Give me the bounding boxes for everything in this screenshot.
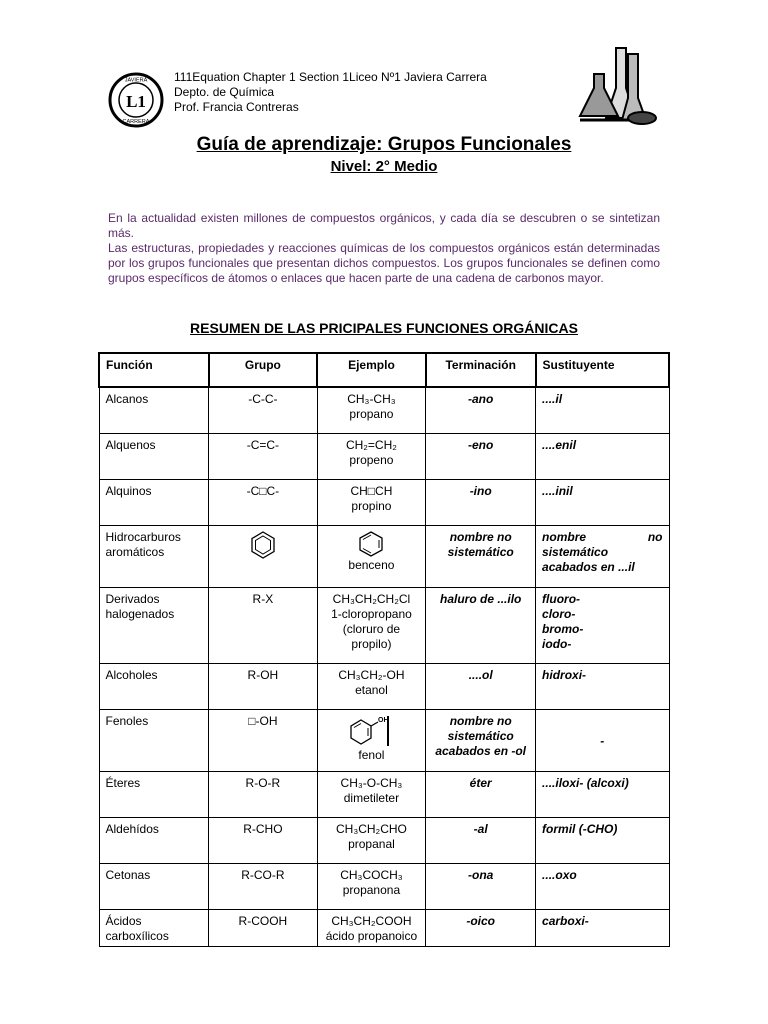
cell-terminacion: -al xyxy=(426,817,536,863)
table-row xyxy=(99,709,669,771)
cell-funcion: Alcanos xyxy=(99,387,209,433)
cell-funcion: Aldehídos xyxy=(99,817,209,863)
intro-text xyxy=(108,211,660,286)
cell-grupo: -C□C- xyxy=(209,479,317,525)
header-line-3: Prof. Francia Contreras xyxy=(174,100,299,114)
cell-sustituyente: nombre no sistemático acabados en ...il xyxy=(536,525,669,587)
cell-terminacion: -ano xyxy=(426,387,536,433)
cell-funcion: Derivados halogenados xyxy=(99,587,209,663)
cell-ejemplo xyxy=(317,709,426,771)
benzene-ring-icon xyxy=(358,530,384,558)
header-terminacion: Terminación xyxy=(426,353,536,387)
cell-ejemplo xyxy=(317,771,426,817)
cell-grupo: R-CHO xyxy=(209,817,317,863)
cell-sustituyente: ....iloxi- (alcoxi) xyxy=(536,771,669,817)
cell-sustituyente: formil (-CHO) xyxy=(536,817,669,863)
ejemplo-formula: CH₃-CH₃ xyxy=(347,392,396,406)
intro-paragraph-2: Las estructuras, propiedades y reacciones químicas de los compuestos orgánicos están determinadas por los grupos funcionales que presentan dichos compuestos. Los grupos funcionales se definen como grupos específicos de átomos o enlaces que hacen parte de una cadena de carbonos mayor. xyxy=(108,241,660,285)
functions-table xyxy=(98,352,670,947)
ejemplo-formula: CH₃CH₂CHO xyxy=(336,821,407,836)
ejemplo-name: fenol xyxy=(358,747,385,762)
logo-center-text: L1 xyxy=(126,92,146,111)
ejemplo-name: 1-cloropropano (cloruro de propilo) xyxy=(331,606,412,651)
phenol-oh-label: OH xyxy=(378,716,389,724)
table-row xyxy=(99,663,669,709)
cell-terminacion: nombre no sistemático acabados en -ol xyxy=(426,709,536,771)
cell-ejemplo xyxy=(317,663,426,709)
ejemplo-formula: CH□CH xyxy=(350,483,393,498)
cell-ejemplo xyxy=(317,587,426,663)
cell-grupo: R-O-R xyxy=(209,771,317,817)
cell-grupo: R-OH xyxy=(209,663,317,709)
header-ejemplo: Ejemplo xyxy=(317,353,426,387)
cell-funcion: Ácidos carboxílicos xyxy=(99,909,209,946)
logo-bottom-text: CARRERA xyxy=(122,119,150,125)
benzene-ring-icon xyxy=(250,530,276,560)
cell-funcion: Fenoles xyxy=(99,709,209,771)
cell-terminacion: -oico xyxy=(426,909,536,946)
cell-sustituyente: ....oxo xyxy=(536,863,669,909)
cell-terminacion: éter xyxy=(426,771,536,817)
ejemplo-formula: CH₃CH₂-OH xyxy=(338,667,405,682)
cell-sustituyente: hidroxi- xyxy=(536,663,669,709)
cell-grupo xyxy=(209,525,317,587)
cell-ejemplo xyxy=(317,525,426,587)
cell-sustituyente: fluoro- cloro- bromo- iodo- xyxy=(536,587,669,663)
phenol-ring-icon xyxy=(341,714,401,748)
cell-ejemplo xyxy=(317,479,426,525)
header-grupo: Grupo xyxy=(209,353,317,387)
ejemplo-name: dimetileter xyxy=(343,790,400,805)
page-title: Guía de aprendizaje: Grupos Funcionales xyxy=(196,134,572,155)
cell-sustituyente: carboxi- xyxy=(536,909,669,946)
cell-grupo: □-OH xyxy=(209,709,317,771)
ejemplo-name: propano xyxy=(349,407,394,421)
cell-terminacion: nombre no sistemático xyxy=(426,525,536,587)
cell-sustituyente: ....inil xyxy=(536,479,669,525)
table-header-row xyxy=(99,353,669,387)
cell-funcion: Alquenos xyxy=(99,433,209,479)
table-row xyxy=(99,863,669,909)
cell-sustituyente: ....enil xyxy=(536,433,669,479)
header-sustituyente: Sustituyente xyxy=(536,353,669,387)
logo-top-text: JAVIERA xyxy=(124,77,148,84)
ejemplo-formula: CH₃-O-CH₃ xyxy=(340,775,403,790)
cell-grupo: R-CO-R xyxy=(209,863,317,909)
cell-funcion: Hidrocarburos aromáticos xyxy=(99,525,209,587)
lab-flasks-icon xyxy=(572,44,662,126)
ejemplo-formula: CH₂=CH₂ xyxy=(345,437,397,452)
table-row xyxy=(99,587,669,663)
header-funcion: Función xyxy=(99,353,209,387)
page-subtitle: Nivel: 2° Medio xyxy=(330,158,438,175)
ejemplo-name: propanona xyxy=(342,882,401,897)
cell-funcion: Alquinos xyxy=(99,479,209,525)
ejemplo-formula: CH₃CH₂COOH xyxy=(331,913,412,928)
header-text xyxy=(174,70,487,115)
cell-terminacion: ....ol xyxy=(426,663,536,709)
cell-grupo: R-COOH xyxy=(209,909,317,946)
section-title: RESUMEN DE LAS PRICIPALES FUNCIONES ORGÁNICAS xyxy=(190,320,578,336)
cell-sustituyente: - xyxy=(536,709,669,771)
table-row xyxy=(99,433,669,479)
ejemplo-name: ácido propanoico xyxy=(325,928,418,943)
school-logo xyxy=(108,72,164,128)
ejemplo-name: benceno xyxy=(348,557,395,572)
ejemplo-formula: CH₃COCH₃ xyxy=(340,867,403,882)
ejemplo-formula: CH₃CH₂CH₂Cl xyxy=(332,591,411,606)
ejemplo-name: etanol xyxy=(355,682,388,697)
cell-grupo: -C-C- xyxy=(209,387,317,433)
table-row xyxy=(99,909,669,946)
cell-funcion: Cetonas xyxy=(99,863,209,909)
table-row xyxy=(99,525,669,587)
cell-terminacion: -ona xyxy=(426,863,536,909)
cell-funcion: Éteres xyxy=(99,771,209,817)
ejemplo-name: propino xyxy=(351,498,392,513)
intro-paragraph-1: En la actualidad existen millones de compuestos orgánicos, y cada día se descubren o se sintetizan más. xyxy=(108,211,660,240)
cell-terminacion: -ino xyxy=(426,479,536,525)
cell-grupo: R-X xyxy=(209,587,317,663)
ejemplo-name: propanal xyxy=(348,836,395,851)
cell-grupo: -C=C- xyxy=(209,433,317,479)
table-row xyxy=(99,817,669,863)
cell-terminacion: -eno xyxy=(426,433,536,479)
header-line-1: 111Equation Chapter 1 Section 1Liceo Nº1 Javiera Carrera xyxy=(174,70,487,84)
table-row xyxy=(99,771,669,817)
cell-ejemplo xyxy=(317,863,426,909)
cell-ejemplo xyxy=(317,433,426,479)
table-row xyxy=(99,479,669,525)
cell-funcion: Alcoholes xyxy=(99,663,209,709)
header-line-2: Depto. de Química xyxy=(174,85,275,99)
ejemplo-name: propeno xyxy=(349,452,394,467)
cell-ejemplo xyxy=(317,909,426,946)
cell-terminacion: haluro de ...ilo xyxy=(426,587,536,663)
table-row xyxy=(99,387,669,433)
cell-ejemplo xyxy=(317,387,426,433)
cell-ejemplo xyxy=(317,817,426,863)
cell-sustituyente: ....il xyxy=(536,387,669,433)
